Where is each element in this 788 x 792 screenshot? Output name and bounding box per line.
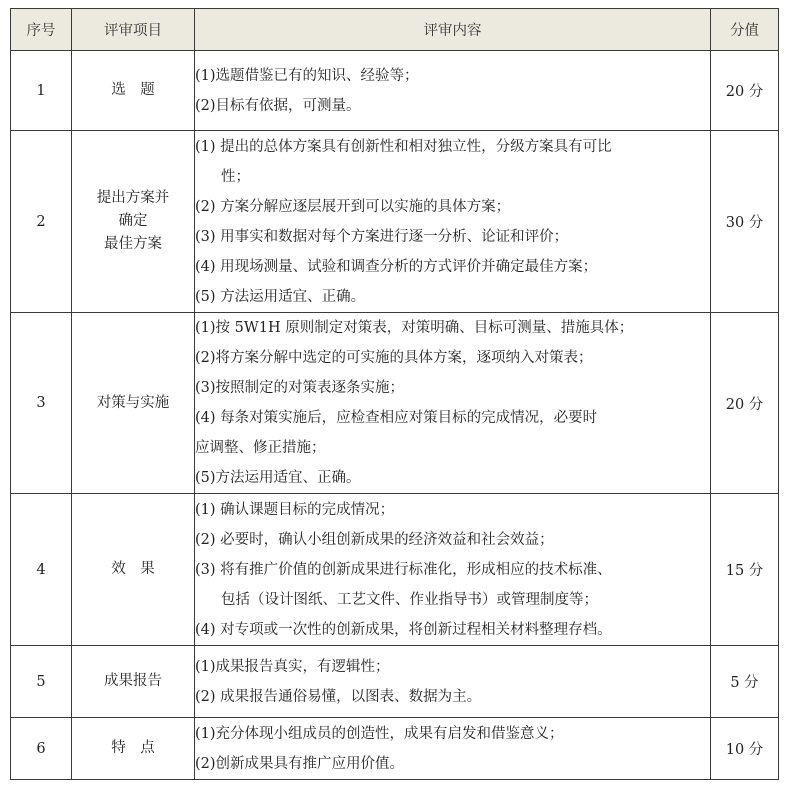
row-index: 5 xyxy=(11,646,72,718)
content-line: (2) 必要时，确认小组创新成果的经济效益和社会效益； xyxy=(195,531,554,548)
table-row xyxy=(11,646,779,718)
row-index: 2 xyxy=(11,131,72,313)
item-line: 效 果 xyxy=(111,561,155,577)
row-index: 4 xyxy=(11,494,72,646)
table-row xyxy=(11,313,779,494)
content-line: (1)选题借鉴已有的知识、经验等； xyxy=(195,67,419,84)
item-line: 成果报告 xyxy=(104,673,162,689)
table-row xyxy=(11,718,779,780)
item-line: 对策与实施 xyxy=(96,394,170,411)
item-line: 最佳方案 xyxy=(104,236,162,252)
header-index: 序号 xyxy=(11,9,72,51)
content-line: (2)创新成果具有推广应用价值。 xyxy=(195,755,405,772)
row-score: 20 分 xyxy=(711,313,779,494)
row-item xyxy=(72,51,195,131)
content-line: (3)按照制定的对策表逐条实施； xyxy=(195,380,405,396)
row-item xyxy=(72,646,195,718)
content-line: (4) 对专项或一次性的创新成果，将创新过程相关材料整理存档。 xyxy=(195,621,612,638)
content-line: (2) 成果报告通俗易懂，以图表、数据为主。 xyxy=(195,688,482,705)
row-score: 15 分 xyxy=(711,494,779,646)
item-line: 特 点 xyxy=(111,740,155,756)
row-item xyxy=(72,131,195,313)
header-item: 评审项目 xyxy=(72,9,195,51)
row-index: 6 xyxy=(11,718,72,780)
row-content xyxy=(195,51,711,131)
content-line: (2)将方案分解中选定的可实施的具体方案，逐项纳入对策表； xyxy=(195,350,593,366)
header-score: 分值 xyxy=(711,9,779,51)
row-score: 30 分 xyxy=(711,131,779,313)
content-line: (5) 方法运用适宜、正确。 xyxy=(195,288,366,305)
row-content xyxy=(195,494,711,646)
content-line: 性； xyxy=(221,168,250,185)
content-line: (1) 提出的总体方案具有创新性和相对独立性，分级方案具有可比 xyxy=(195,138,612,155)
row-content xyxy=(195,718,711,780)
item-line: 提出方案并 xyxy=(96,190,170,206)
content-line: (1) 确认课题目标的完成情况； xyxy=(195,501,395,518)
content-line: (2) 方案分解应逐层展开到可以实施的具体方案； xyxy=(195,198,511,215)
row-index: 3 xyxy=(11,313,72,494)
content-line: (2)目标有依据，可测量。 xyxy=(195,97,361,114)
row-content xyxy=(195,131,711,313)
content-line: (1)按 5W1H 原则制定对策表，对策明确、目标可测量、措施具体； xyxy=(195,320,634,336)
row-content xyxy=(195,313,711,494)
header-content: 评审内容 xyxy=(195,9,711,51)
content-line: (5)方法运用适宜、正确。 xyxy=(195,470,361,486)
review-criteria-table xyxy=(10,8,779,780)
row-score: 10 分 xyxy=(711,718,779,780)
row-index: 1 xyxy=(11,51,72,131)
item-line: 选 题 xyxy=(111,82,155,98)
content-line: (1)充分体现小组成员的创造性，成果有启发和借鉴意义； xyxy=(195,725,564,742)
row-item xyxy=(72,494,195,646)
content-line: (1)成果报告真实，有逻辑性； xyxy=(195,658,390,675)
content-line: (3) 用事实和数据对每个方案进行逐一分析、论证和评价； xyxy=(195,228,569,245)
table-row xyxy=(11,131,779,313)
row-score: 20 分 xyxy=(711,51,779,131)
table-row xyxy=(11,51,779,131)
row-item xyxy=(72,718,195,780)
row-content xyxy=(195,646,711,718)
header-row xyxy=(11,9,779,51)
table-row xyxy=(11,494,779,646)
content-line: (4) 用现场测量、试验和调查分析的方式评价并确定最佳方案； xyxy=(195,258,598,275)
content-line: 应调整、修正措施； xyxy=(195,440,326,456)
content-line: 包括（设计图纸、工艺文件、作业指导书）或管理制度等； xyxy=(221,591,598,608)
row-score: 5 分 xyxy=(711,646,779,718)
item-line: 确定 xyxy=(118,213,148,229)
row-item xyxy=(72,313,195,494)
content-line: (4) 每条对策实施后，应检查相应对策目标的完成情况，必要时 xyxy=(195,410,598,426)
content-line: (3) 将有推广价值的创新成果进行标准化，形成相应的技术标准、 xyxy=(195,561,612,578)
